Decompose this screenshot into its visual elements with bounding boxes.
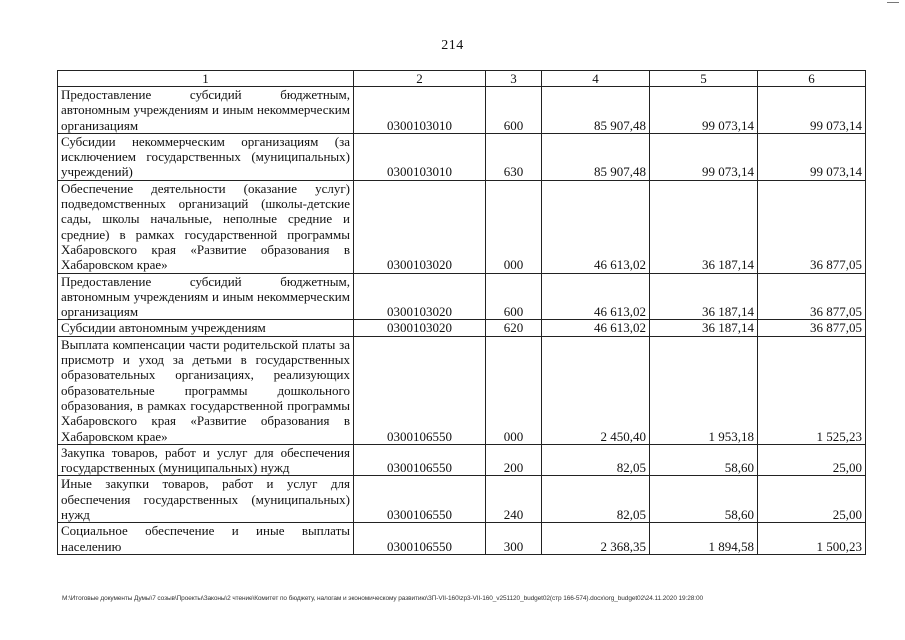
row-value-1: 46 613,02 bbox=[542, 320, 650, 336]
table-row bbox=[58, 87, 866, 134]
row-code: 0300106550 bbox=[354, 336, 486, 444]
row-code: 0300106550 bbox=[354, 523, 486, 555]
row-value-3: 1 500,23 bbox=[758, 523, 866, 555]
row-name: Обеспечение деятельности (оказание услуг) подведомственных организаций (школы-детские сады, школы начальные, неполные средние и средние) в рамках государственной программы Хабаровского края «Развитие образования в Хабаровском крае» bbox=[58, 180, 354, 273]
row-name: Закупка товаров, работ и услуг для обеспечения государственных (муниципальных) нужд bbox=[58, 444, 354, 476]
row-name: Социальное обеспечение и иные выплаты населению bbox=[58, 523, 354, 555]
row-value-2: 36 187,14 bbox=[650, 273, 758, 320]
row-name: Субсидии некоммерческим организациям (за исключением государственных (муниципальных) учреждений) bbox=[58, 133, 354, 180]
row-expense-type: 000 bbox=[486, 336, 542, 444]
row-expense-type: 200 bbox=[486, 444, 542, 476]
document-path-footer: M:\Итоговые документы Думы\7 созыв\Проекты\Законы\2 чтение\Комитет по бюджету, налогам и экономическому развитию\ЗП-VII-160\zp3-VII-160_v251120_budget02(стр 166-574).docx\org_budget02\24.11.2020 19:28:00 bbox=[62, 595, 704, 602]
row-code: 0300103020 bbox=[354, 180, 486, 273]
row-expense-type: 630 bbox=[486, 133, 542, 180]
row-value-1: 46 613,02 bbox=[542, 180, 650, 273]
header-col-4: 4 bbox=[542, 71, 650, 87]
row-value-2: 36 187,14 bbox=[650, 180, 758, 273]
row-expense-type: 600 bbox=[486, 273, 542, 320]
row-value-1: 46 613,02 bbox=[542, 273, 650, 320]
row-value-1: 85 907,48 bbox=[542, 87, 650, 134]
row-value-2: 99 073,14 bbox=[650, 133, 758, 180]
row-name: Предоставление субсидий бюджетным, автономным учреждениям и иным некоммерческим организациям bbox=[58, 87, 354, 134]
row-name: Предоставление субсидий бюджетным, автономным учреждениям и иным некоммерческим организациям bbox=[58, 273, 354, 320]
row-expense-type: 300 bbox=[486, 523, 542, 555]
row-code: 0300103020 bbox=[354, 320, 486, 336]
row-expense-type: 000 bbox=[486, 180, 542, 273]
row-value-1: 2 368,35 bbox=[542, 523, 650, 555]
row-value-2: 58,60 bbox=[650, 444, 758, 476]
row-value-1: 2 450,40 bbox=[542, 336, 650, 444]
row-value-3: 1 525,23 bbox=[758, 336, 866, 444]
table-row bbox=[58, 320, 866, 336]
row-code: 0300106550 bbox=[354, 476, 486, 523]
row-value-3: 25,00 bbox=[758, 476, 866, 523]
table-row bbox=[58, 273, 866, 320]
row-value-3: 99 073,14 bbox=[758, 133, 866, 180]
row-name: Субсидии автономным учреждениям bbox=[58, 320, 354, 336]
row-value-2: 1 894,58 bbox=[650, 523, 758, 555]
budget-table bbox=[57, 70, 866, 555]
table-row bbox=[58, 336, 866, 444]
corner-mark bbox=[887, 2, 899, 3]
row-value-3: 99 073,14 bbox=[758, 87, 866, 134]
row-value-3: 36 877,05 bbox=[758, 320, 866, 336]
row-name: Выплата компенсации части родительской платы за присмотр и уход за детьми в государственных образовательных организациях, реализующих образовательные программы дошкольного образования, в рамках государственной программы Хабаровского края «Развитие образования в Хабаровском крае» bbox=[58, 336, 354, 444]
row-value-2: 99 073,14 bbox=[650, 87, 758, 134]
row-code: 0300103010 bbox=[354, 133, 486, 180]
row-value-2: 36 187,14 bbox=[650, 320, 758, 336]
header-col-5: 5 bbox=[650, 71, 758, 87]
row-code: 0300103010 bbox=[354, 87, 486, 134]
table-row bbox=[58, 444, 866, 476]
row-value-2: 1 953,18 bbox=[650, 336, 758, 444]
table-row bbox=[58, 523, 866, 555]
row-value-2: 58,60 bbox=[650, 476, 758, 523]
row-code: 0300106550 bbox=[354, 444, 486, 476]
header-col-2: 2 bbox=[354, 71, 486, 87]
row-value-3: 36 877,05 bbox=[758, 180, 866, 273]
row-code: 0300103020 bbox=[354, 273, 486, 320]
row-name: Иные закупки товаров, работ и услуг для обеспечения государственных (муниципальных) нужд bbox=[58, 476, 354, 523]
row-value-1: 82,05 bbox=[542, 444, 650, 476]
row-value-3: 25,00 bbox=[758, 444, 866, 476]
table-row bbox=[58, 180, 866, 273]
header-col-3: 3 bbox=[486, 71, 542, 87]
row-expense-type: 240 bbox=[486, 476, 542, 523]
row-value-1: 82,05 bbox=[542, 476, 650, 523]
row-value-1: 85 907,48 bbox=[542, 133, 650, 180]
row-value-3: 36 877,05 bbox=[758, 273, 866, 320]
table-row bbox=[58, 476, 866, 523]
header-row bbox=[58, 71, 866, 87]
row-expense-type: 600 bbox=[486, 87, 542, 134]
page-number: 214 bbox=[441, 38, 464, 53]
table-row bbox=[58, 133, 866, 180]
row-expense-type: 620 bbox=[486, 320, 542, 336]
header-col-6: 6 bbox=[758, 71, 866, 87]
header-col-1: 1 bbox=[58, 71, 354, 87]
